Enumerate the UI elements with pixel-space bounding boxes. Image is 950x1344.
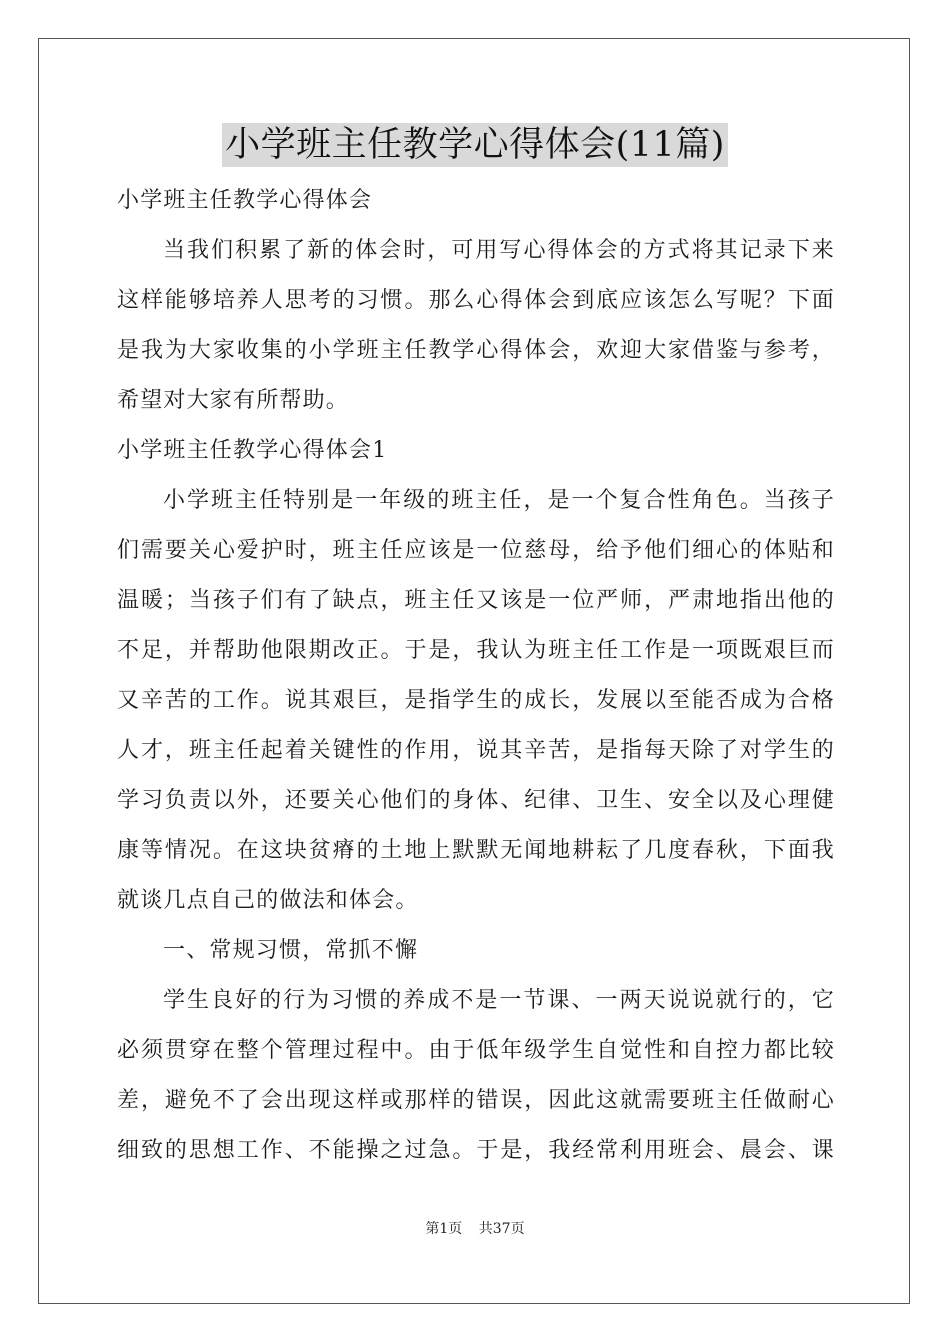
title-container	[0, 123, 950, 167]
section-line: 康等情况。在这块贫瘠的土地上默默无闻地耕耘了几度春秋，下面我	[117, 838, 835, 863]
intro-line: 是我为大家收集的小学班主任教学心得体会，欢迎大家借鉴与参考，	[117, 338, 835, 363]
section-heading: 小学班主任教学心得体会1	[117, 438, 388, 463]
point-line: 细致的思想工作、不能操之过急。于是，我经常利用班会、晨会、课	[117, 1138, 835, 1163]
point-heading: 一、常规习惯，常抓不懈	[163, 938, 419, 963]
section-line: 人才，班主任起着关键性的作用，说其辛苦，是指每天除了对学生的	[117, 738, 835, 763]
page-total: 共37页	[478, 1221, 525, 1237]
point-line: 差，避免不了会出现这样或那样的错误，因此这就需要班主任做耐心	[117, 1088, 835, 1113]
page-number: 第1页	[425, 1221, 463, 1237]
section-line: 们需要关心爱护时，班主任应该是一位慈母，给予他们细心的体贴和	[117, 538, 835, 563]
point-line: 必须贯穿在整个管理过程中。由于低年级学生自觉性和自控力都比较	[117, 1038, 835, 1063]
section-line: 又辛苦的工作。说其艰巨，是指学生的成长，发展以至能否成为合格	[117, 688, 835, 713]
section-line: 温暖；当孩子们有了缺点，班主任又该是一位严师，严肃地指出他的	[117, 588, 835, 613]
section-line: 不足，并帮助他限期改正。于是，我认为班主任工作是一项既艰巨而	[117, 638, 835, 663]
section-line: 就谈几点自己的做法和体会。	[117, 888, 419, 913]
intro-line: 希望对大家有所帮助。	[117, 388, 350, 413]
intro-line: 这样能够培养人思考的习惯。那么心得体会到底应该怎么写呢？下面	[117, 288, 835, 313]
intro-line: 当我们积累了新的体会时，可用写心得体会的方式将其记录下来	[163, 238, 835, 263]
section-line: 学习负责以外，还要关心他们的身体、纪律、卫生、安全以及心理健	[117, 788, 835, 813]
document-subtitle: 小学班主任教学心得体会	[117, 188, 373, 213]
section-line: 小学班主任特别是一年级的班主任，是一个复合性角色。当孩子	[163, 488, 835, 513]
point-line: 学生良好的行为习惯的养成不是一节课、一两天说说就行的，它	[163, 988, 835, 1013]
document-title: 小学班主任教学心得体会(11篇)	[222, 123, 728, 167]
page-footer	[0, 1218, 950, 1238]
document-body	[117, 176, 835, 1176]
